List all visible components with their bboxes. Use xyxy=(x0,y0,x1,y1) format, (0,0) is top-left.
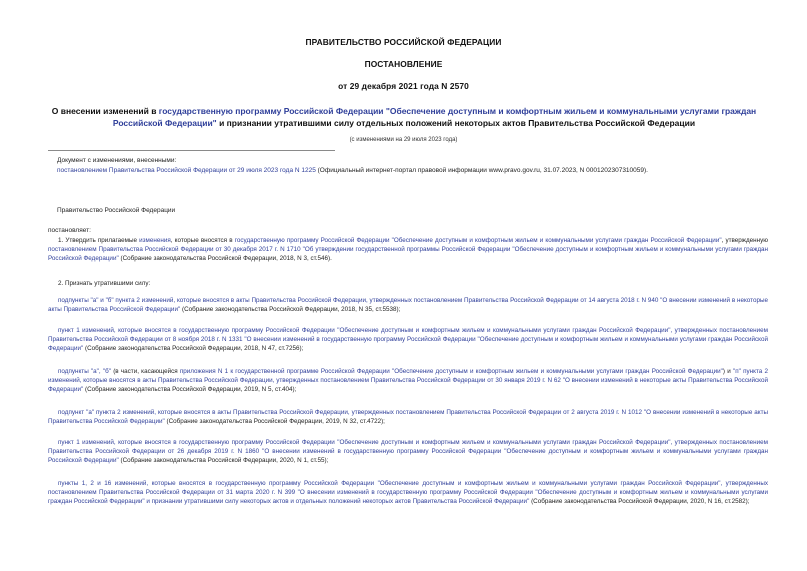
resolution-1012-link[interactable]: подпункт "а" пункта 2 изменений, которые вносятся в акты Правительства Российской Федерации, утвержденных постановлением Правительства Российской Федерации от 2 августа 2019 г. N 1012 "О внесении изменений в некоторые акты Правительства Российской Федерации" xyxy=(48,409,768,426)
resolution-399-link[interactable]: пункты 1, 2 и 16 изменений, которые вносятся в государственную программу Российской Федерации "Обеспечение доступным и комфортным жильем и коммунальными услугами граждан Российской Федерации", утвержденных постановлением Правительства Российской Федерации от 31 марта 2020 г. N 399 "О внесении изменений в государственную программу Российской Федерации "Обеспечение доступным и комфортным жильем и коммунальными услугами граждан Российской Федерации" и признании утратившими силу некоторых актов и отдельных положений некоторых актов Правительства Российской Федерации" xyxy=(48,480,768,506)
resolution-1860-link[interactable]: пункт 1 изменений, которые вносятся в государственную программу Российской Федерации "Обеспечение доступным и комфортным жильем и коммунальными услугами граждан Российской Федерации", утвержденных постановлением Правительства Российской Федерации от 26 декабря 2019 г. N 1860 "О внесении изменений в государственную программу Российской Федерации "Обеспечение доступным и комфортным жильем и коммунальными услугами граждан Российской Федерации" xyxy=(48,439,768,465)
government-name: ПРАВИТЕЛЬСТВО РОССИЙСКОЙ ФЕДЕРАЦИИ xyxy=(305,37,502,47)
program-link[interactable]: государственную программу Российской Федерации "Обеспечение доступным и комфортным жильем и коммунальными услугами граждан Российской Федерации" xyxy=(234,237,722,244)
appendix-1-link[interactable]: приложения N 1 к государственной программе Российской Федерации "Обеспечение доступным и комфортным жильем и коммунальными услугами граждан Российской Федерации" xyxy=(179,368,723,375)
paragraph-2: 2. Признать утратившими силу: xyxy=(58,280,151,287)
issuer: Правительство Российской Федерации xyxy=(57,207,176,214)
amendments-label: Документ с изменениями, внесенными: xyxy=(57,157,177,164)
title-program-link[interactable]: государственную программу Российской Федерации "Обеспечение доступным и комфортным жильем и коммунальными услугами граждан Российской Федерации" xyxy=(112,106,757,128)
resolves: постановляет: xyxy=(48,227,91,234)
paragraph-8: пункты 1, 2 и 16 изменений, которые вносятся в государственную программу Российской Федерации "Обеспечение доступным и комфортным жильем и коммунальными услугами граждан Российской Федерации", утвержденных постановлением Правительства Российской Федерации от 31 марта 2020 г. N 399 "О внесении изменений в государственную программу Российской Федерации "Обеспечение доступным и комфортным жильем и коммунальными услугами граждан Российской Федерации" и признании утратившими силу некоторых актов и отдельных положений некоторых актов Правительства Российской Федерации" (Собрание законодательства Российской Федерации, 2020, N 16, ст.2582); xyxy=(48,480,768,506)
paragraph-7: пункт 1 изменений, которые вносятся в государственную программу Российской Федерации "Обеспечение доступным и комфортным жильем и коммунальными услугами граждан Российской Федерации", утвержденных постановлением Правительства Российской Федерации от 26 декабря 2019 г. N 1860 "О внесении изменений в государственную программу Российской Федерации "Обеспечение доступным и комфортным жильем и коммунальными услугами граждан Российской Федерации" (Собрание законодательства Российской Федерации, 2020, N 1, ст.55); xyxy=(48,439,768,465)
paragraph-1: 1. Утвердить прилагаемые изменения, которые вносятся в государственную программу Российской Федерации "Обеспечение доступным и комфортным жильем и коммунальными услугами граждан Российской Федерации", утвержденную постановлением Правительства Российской Федерации от 30 декабря 2017 г. N 1710 "Об утверждении государственной программы Российской Федерации "Обеспечение доступным и комфортным жильем и коммунальными услугами граждан Российской Федерации" (Собрание законодательства Российской Федерации, 2018, N 3, ст.546). xyxy=(48,237,768,263)
amendment-link[interactable]: постановлением Правительства Российской Федерации от 29 июля 2023 года N 1225 xyxy=(57,167,316,174)
revision-note: (с изменениями на 29 июля 2023 года) xyxy=(349,137,458,143)
resolution-1331-link[interactable]: пункт 1 изменений, которые вносятся в государственную программу Российской Федерации "Обеспечение доступным и комфортным жильем и коммунальными услугами граждан Российской Федерации", утвержденных постановлением Правительства Российской Федерации от 8 ноября 2018 г. N 1331 "О внесении изменений в государственную программу Российской Федерации "Обеспечение доступным и комфортным жильем и коммунальными услугами граждан Российской Федерации" xyxy=(48,327,768,353)
paragraph-6: подпункт "а" пункта 2 изменений, которые вносятся в акты Правительства Российской Федерации, утвержденных постановлением Правительства Российской Федерации от 2 августа 2019 г. N 1012 "О внесении изменений в некоторые акты Правительства Российской Федерации" (Собрание законодательства Российской Федерации, 2019, N 32, ст.4722); xyxy=(48,409,768,426)
changes-link[interactable]: изменения xyxy=(139,237,171,244)
document-type: ПОСТАНОВЛЕНИЕ xyxy=(364,59,443,69)
divider xyxy=(48,150,335,151)
resolution-940-link[interactable]: подпункты "а" и "б" пункта 2 изменений, которые вносятся в акты Правительства Российской Федерации, утвержденных постановлением Правительства Российской Федерации от 14 августа 2018 г. N 940 "О внесении изменений в некоторые акты Правительства Российской Федерации" xyxy=(48,297,768,314)
document-date-number: от 29 декабря 2021 года N 2570 xyxy=(338,81,469,91)
paragraph-4: пункт 1 изменений, которые вносятся в государственную программу Российской Федерации "Обеспечение доступным и комфортным жильем и коммунальными услугами граждан Российской Федерации", утвержденных постановлением Правительства Российской Федерации от 8 ноября 2018 г. N 1331 "О внесении изменений в государственную программу Российской Федерации "Обеспечение доступным и комфортным жильем и коммунальными услугами граждан Российской Федерации" (Собрание законодательства Российской Федерации, 2018, N 47, ст.7256); xyxy=(48,327,768,353)
paragraph-3: подпункты "а" и "б" пункта 2 изменений, которые вносятся в акты Правительства Российской Федерации, утвержденных постановлением Правительства Российской Федерации от 14 августа 2018 г. N 940 "О внесении изменений в некоторые акты Правительства Российской Федерации" (Собрание законодательства Российской Федерации, 2018, N 35, ст.5538); xyxy=(48,297,768,314)
subpoints-ab-link[interactable]: подпункты "а", "б" xyxy=(58,368,111,375)
resolution-62-link[interactable]: "п" пункта 2 изменений, которые вносятся в акты Правительства Российской Федерации, утвержденных постановлением Правительства Российской Федерации от 30 января 2019 г. N 62 "О внесении изменений в некоторые акты Правительства Российской Федерации" xyxy=(48,368,768,394)
resolution-1710-link[interactable]: постановлением Правительства Российской Федерации от 30 декабря 2017 г. N 1710 "Об утверждении государственной программы Российской Федерации "Обеспечение доступным и комфортным жильем и коммунальными услугами граждан Российской Федерации" xyxy=(48,246,768,263)
document-title: О внесении изменений в государственную программу Российской Федерации "Обеспечение доступным и комфортным жильем и коммунальными услугами граждан Российской Федерации" и признании утратившими силу отдельных положений некоторых актов Правительства Российской Федерации xyxy=(51,106,757,128)
paragraph-5: подпункты "а", "б" (в части, касающейся приложения N 1 к государственной программе Российской Федерации "Обеспечение доступным и комфортным жильем и коммунальными услугами граждан Российской Федерации") и "п" пункта 2 изменений, которые вносятся в акты Правительства Российской Федерации, утвержденных постановлением Правительства Российской Федерации от 30 января 2019 г. N 62 "О внесении изменений в некоторые акты Правительства Российской Федерации" (Собрание законодательства Российской Федерации, 2019, N 5, ст.404); xyxy=(48,368,768,394)
amendments-line: постановлением Правительства Российской Федерации от 29 июля 2023 года N 1225 (Официальный интернет-портал правовой информации www.pravo.gov.ru, 31.07.2023, N 0001202307310059). xyxy=(57,167,648,174)
